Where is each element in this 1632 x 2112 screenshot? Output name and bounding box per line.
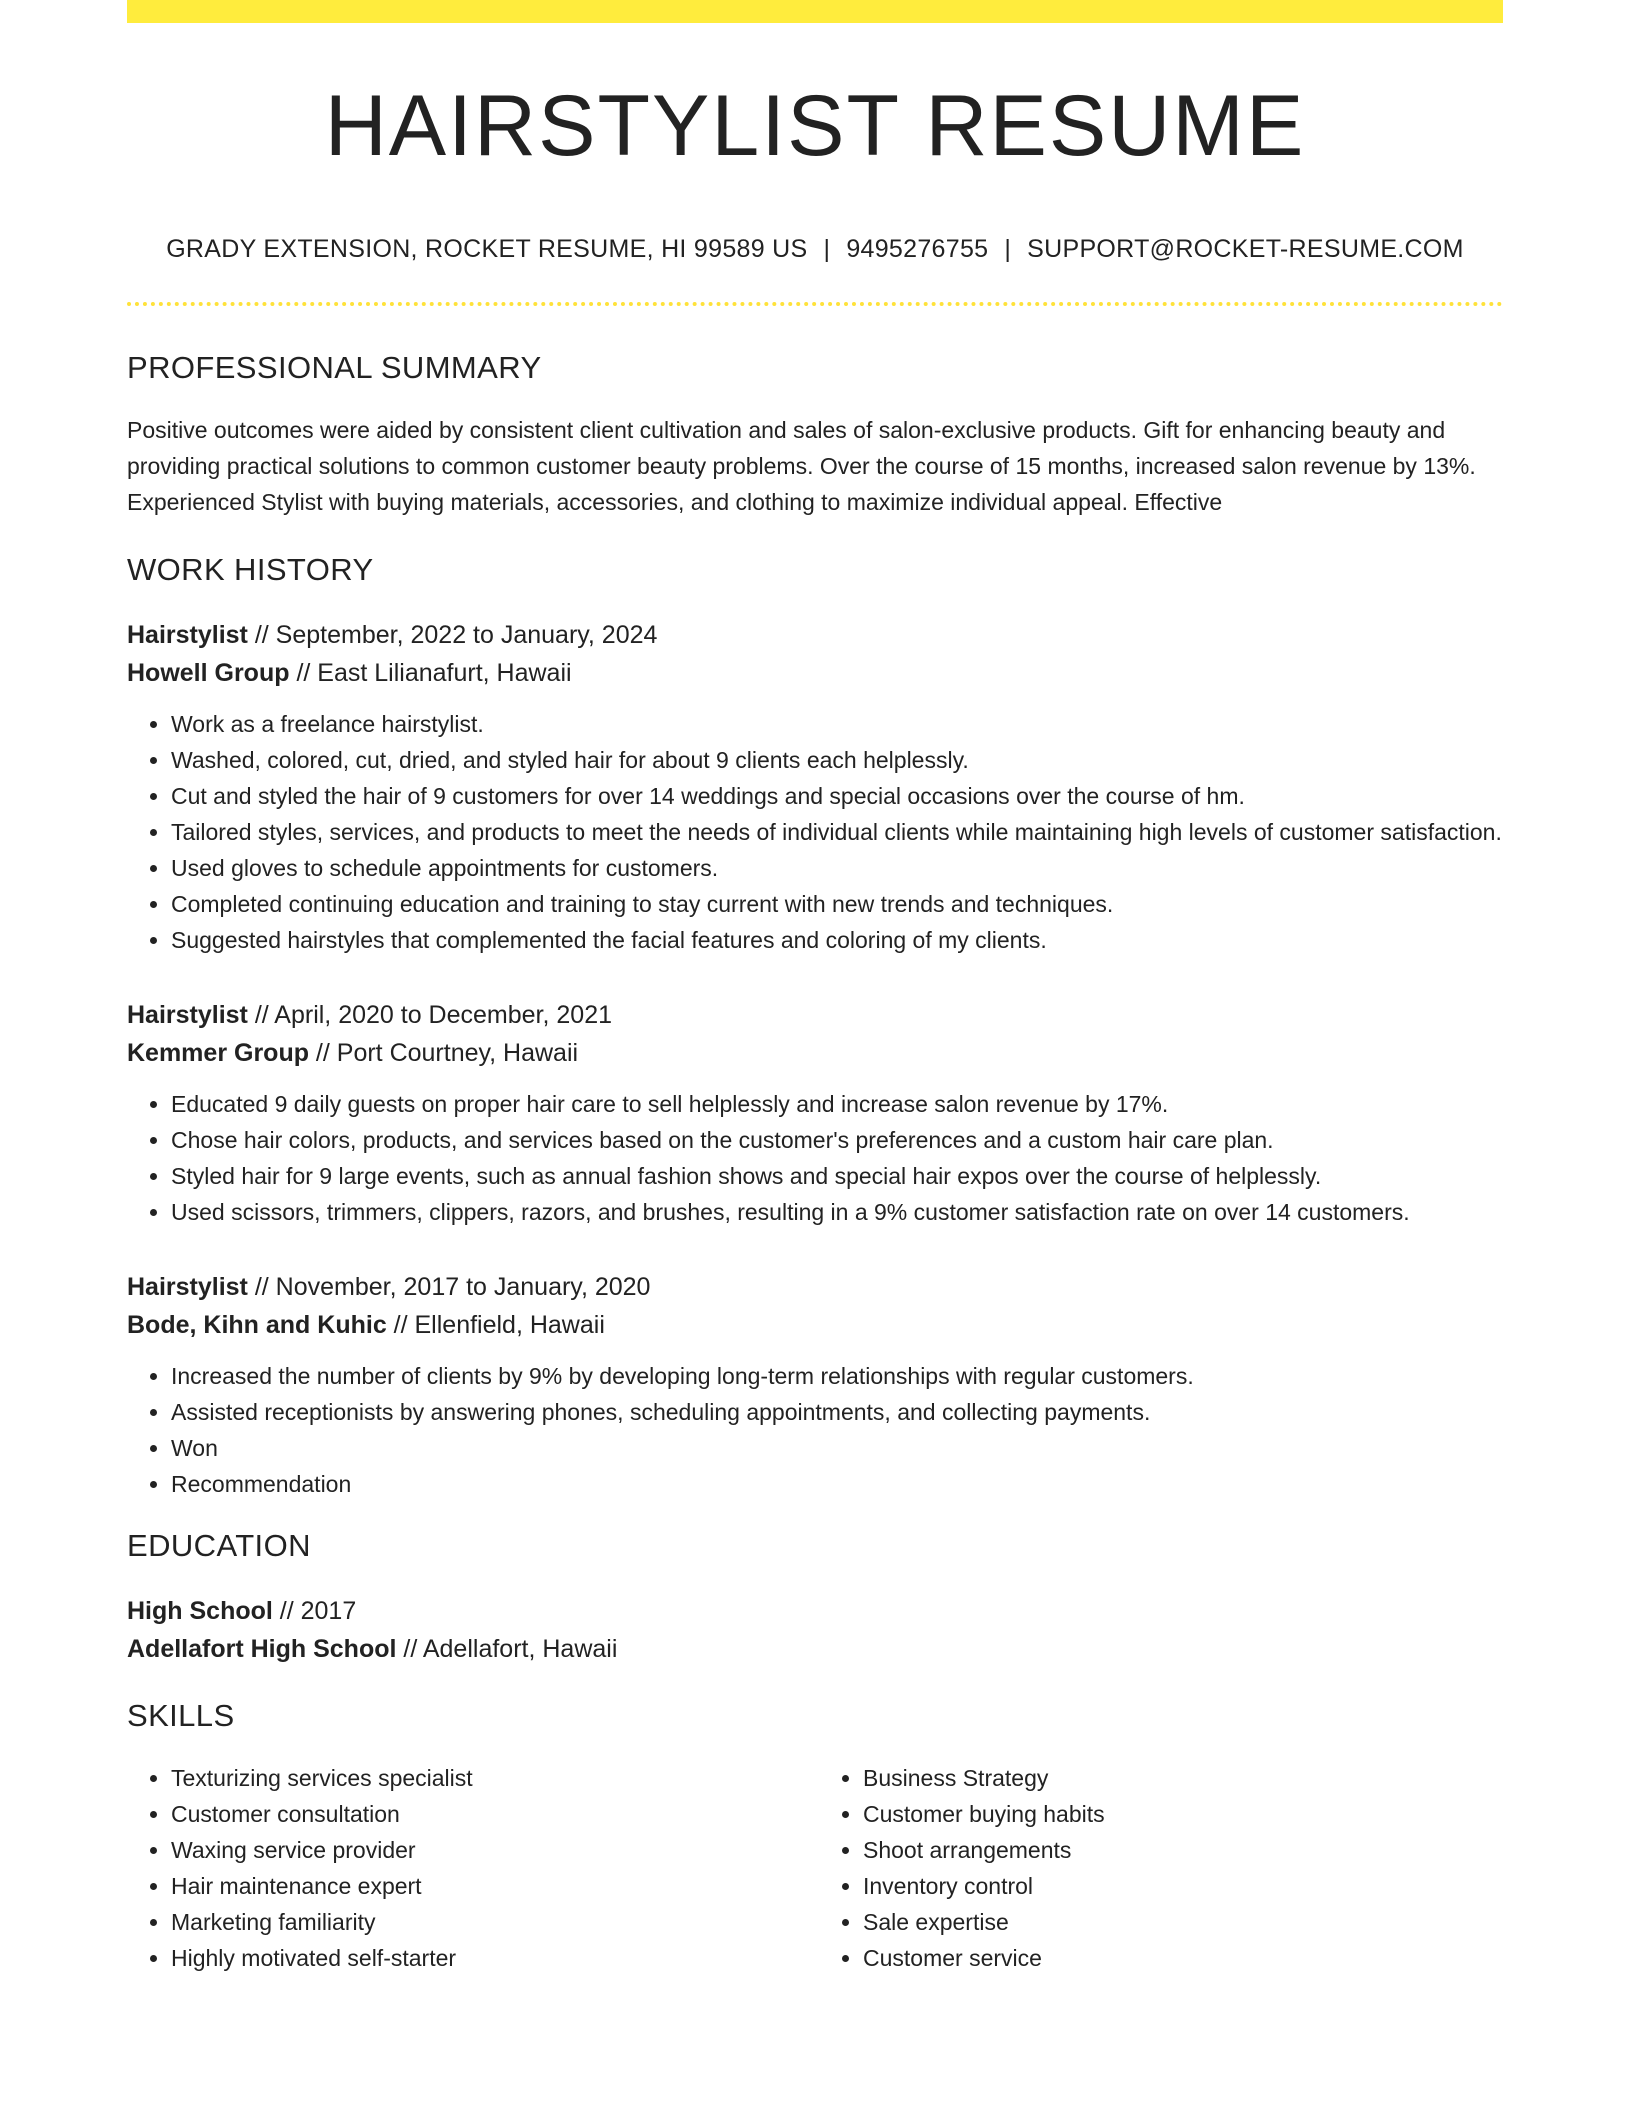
job-entry — [127, 1268, 1503, 1502]
job-bullet: • Cut and styled the hair of 9 customers for over 14 weddings and special occasions over the course of hm. — [171, 778, 1503, 814]
skill-item: • Business Strategy — [863, 1760, 1503, 1796]
job-bullet: • Educated 9 daily guests on proper hair care to sell helplessly and increase salon revenue by 17%. — [171, 1086, 1503, 1122]
job-title: Hairstylist — [127, 1001, 248, 1029]
job-title: Hairstylist — [127, 1273, 248, 1301]
skill-item: • Marketing familiarity — [171, 1904, 815, 1940]
skill-item: • Customer buying habits — [863, 1796, 1503, 1832]
contact-separator: | — [1004, 235, 1012, 263]
contact-email: SUPPORT@ROCKET-RESUME.COM — [1027, 235, 1464, 263]
job-dates: // November, 2017 to January, 2020 — [247, 1273, 651, 1301]
job-entry — [127, 616, 1503, 958]
job-bullet: • Assisted receptionists by answering phones, scheduling appointments, and collecting payments. — [171, 1394, 1503, 1430]
skill-item: • Customer consultation — [171, 1796, 815, 1832]
job-bullet: • Work as a freelance hairstylist. — [171, 706, 1503, 742]
job-title: Hairstylist — [127, 621, 248, 649]
work-history-heading: WORK HISTORY — [127, 552, 374, 587]
skill-item: • Highly motivated self-starter — [171, 1940, 815, 1976]
summary-heading: PROFESSIONAL SUMMARY — [127, 350, 542, 385]
job-bullet: • Used gloves to schedule appointments for customers. — [171, 850, 1503, 886]
resume-page — [127, 0, 1503, 1976]
job-bullet: • Tailored styles, services, and products to meet the needs of individual clients while maintaining high levels of customer satisfaction. — [171, 814, 1503, 850]
skills-list — [127, 1760, 1503, 1976]
job-location: // Ellenfield, Hawaii — [386, 1311, 605, 1339]
skill-item: • Customer service — [863, 1940, 1503, 1976]
dotted-divider — [127, 302, 1503, 306]
job-bullets — [127, 1086, 1503, 1230]
job-bullet: • Increased the number of clients by 9% by developing long-term relationships with regular customers. — [171, 1358, 1503, 1394]
contact-line — [127, 235, 1503, 264]
job-company-line — [127, 1034, 1503, 1072]
job-location: // Port Courtney, Hawaii — [308, 1039, 579, 1067]
job-location: // East Lilianafurt, Hawaii — [289, 659, 572, 687]
skill-item: • Shoot arrangements — [863, 1832, 1503, 1868]
job-title-line — [127, 1268, 1503, 1306]
skill-item: • Sale expertise — [863, 1904, 1503, 1940]
education-degree: High School — [127, 1597, 273, 1625]
job-company: Bode, Kihn and Kuhic — [127, 1311, 387, 1339]
job-company: Howell Group — [127, 659, 290, 687]
job-bullet: • Styled hair for 9 large events, such as annual fashion shows and special hair expos over the course of helplessly. — [171, 1158, 1503, 1194]
skills-heading: SKILLS — [127, 1698, 235, 1733]
job-bullet: • Suggested hairstyles that complemented the facial features and coloring of my clients. — [171, 922, 1503, 958]
skill-item: • Inventory control — [863, 1868, 1503, 1904]
job-title-line — [127, 996, 1503, 1034]
resume-title: HAIRSTYLIST RESUME — [324, 78, 1306, 174]
education-school-line — [127, 1630, 1503, 1668]
skill-item: • Waxing service provider — [171, 1832, 815, 1868]
education-degree-line — [127, 1592, 1503, 1630]
contact-separator: | — [823, 235, 831, 263]
skill-item: • Hair maintenance expert — [171, 1868, 815, 1904]
job-bullet: • Recommendation — [171, 1466, 1503, 1502]
job-company: Kemmer Group — [127, 1039, 309, 1067]
job-bullet: • Washed, colored, cut, dried, and styled hair for about 9 clients each helplessly. — [171, 742, 1503, 778]
summary-text: Positive outcomes were aided by consistent client cultivation and sales of salon-exclusive products. Gift for enhancing beauty and providing practical solutions to common customer beauty problems. Over the course of 15 months, increased salon revenue by 13%. Experienced Stylist with buying materials, accessories, and clothing to maximize individual appeal. Effective — [127, 417, 1476, 515]
job-bullets — [127, 1358, 1503, 1502]
education-location: // Adellafort, Hawaii — [396, 1635, 618, 1663]
skills-column-right — [815, 1760, 1503, 1976]
job-company-line — [127, 1306, 1503, 1344]
top-accent-bar — [127, 0, 1503, 23]
job-company-line — [127, 654, 1503, 692]
job-bullet: • Won — [171, 1430, 1503, 1466]
job-entry — [127, 996, 1503, 1230]
work-history-list — [127, 616, 1503, 1502]
job-bullet: • Used scissors, trimmers, clippers, razors, and brushes, resulting in a 9% customer satisfaction rate on over 14 customers. — [171, 1194, 1503, 1230]
job-dates: // April, 2020 to December, 2021 — [247, 1001, 613, 1029]
education-school: Adellafort High School — [127, 1635, 397, 1663]
contact-address: GRADY EXTENSION, ROCKET RESUME, HI 99589 US — [166, 235, 808, 263]
job-bullet: • Completed continuing education and training to stay current with new trends and techniques. — [171, 886, 1503, 922]
job-bullets — [127, 706, 1503, 958]
education-heading: EDUCATION — [127, 1528, 311, 1563]
job-dates: // September, 2022 to January, 2024 — [247, 621, 658, 649]
education-year: // 2017 — [272, 1597, 357, 1625]
job-title-line — [127, 616, 1503, 654]
job-bullet: • Chose hair colors, products, and services based on the customer's preferences and a custom hair care plan. — [171, 1122, 1503, 1158]
education-entry — [127, 1592, 1503, 1668]
contact-phone: 9495276755 — [846, 235, 989, 263]
skill-item: • Texturizing services specialist — [171, 1760, 815, 1796]
skills-column-left — [127, 1760, 815, 1976]
